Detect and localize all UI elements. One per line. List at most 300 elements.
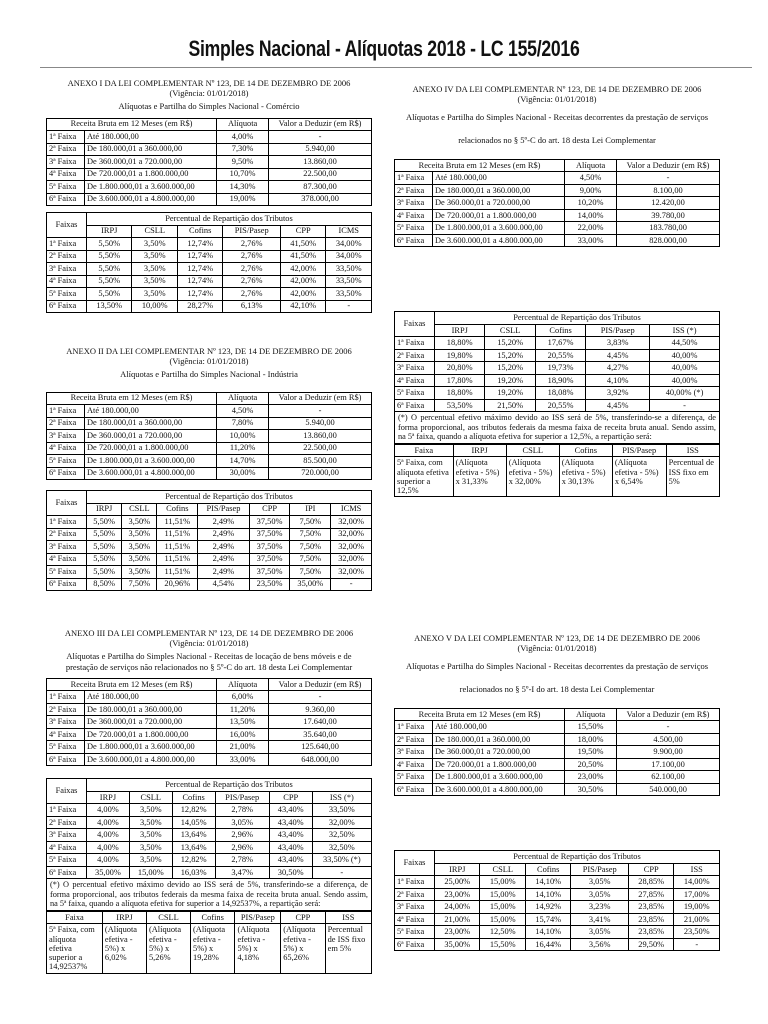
fifth-band-row: [47, 924, 372, 973]
vigencia-label: (Vigência: 01/01/2018): [169, 638, 249, 649]
fifth-band-header: Faixa: [395, 444, 454, 457]
rates-cell: 4.500,00: [617, 733, 720, 746]
rates-cell: Até 180.000,00: [85, 131, 217, 144]
split-cell: 32,50%: [312, 829, 371, 842]
split-cell: 12,82%: [172, 854, 215, 867]
split-cell: 23,50%: [249, 578, 290, 591]
split-header: Cofins: [525, 863, 570, 876]
split-cell: 3,50%: [132, 275, 177, 288]
rates-cell: 7,80%: [217, 417, 269, 430]
rates-cell: -: [269, 131, 372, 144]
rates-row: [395, 758, 720, 771]
split-cell: 5ª Faixa: [47, 854, 87, 867]
split-cell: 3,41%: [571, 913, 629, 926]
split-row: [395, 337, 720, 350]
rates-cell: 1ª Faixa: [395, 172, 433, 185]
split-cell: 15,00%: [480, 888, 525, 901]
rates-cell: De 1.800.000,01 a 3.600.000,00: [433, 222, 565, 235]
rates-cell: De 180.000,01 a 360.000,00: [85, 143, 217, 156]
fifth-band-cell: (Alíquota efetiva - 5%) x 65,26%: [281, 924, 325, 973]
split-cell: 11,51%: [157, 553, 198, 566]
anexo-subtitle-2: relacionados no § 5º-I do art. 18 desta Lei Complementar: [459, 683, 655, 694]
split-cell: -: [674, 938, 720, 951]
split-header: CSLL: [122, 503, 157, 516]
split-cell: 12,74%: [177, 263, 222, 276]
split-cell: 3,50%: [129, 854, 172, 867]
split-cell: 18,90%: [535, 374, 585, 387]
rates-header-receita: Receita Bruta em 12 Meses (em R$): [47, 678, 217, 691]
split-cell: 35,00%: [87, 866, 130, 879]
rates-cell: 1ª Faixa: [395, 721, 433, 734]
anexo-subtitle-2: relacionados no § 5º-C do art. 18 desta Lei Complementar: [458, 134, 656, 145]
rates-cell: De 3.600.000,01 a 4.800.000,00: [433, 783, 565, 796]
split-cell: 23,85%: [628, 901, 673, 914]
split-header: CSLL: [480, 863, 525, 876]
rates-row: [47, 156, 372, 169]
split-table: [46, 212, 372, 313]
fifth-band-header: CPP: [281, 911, 325, 924]
rates-cell: 125.640,00: [269, 741, 372, 754]
split-cell: 18,80%: [435, 387, 485, 400]
fifth-band-cell: 5ª Faixa, com alíquota efetiva superior a 14,92537%: [47, 924, 103, 973]
split-cell: 5,50%: [87, 263, 132, 276]
rates-table: [394, 159, 720, 248]
split-cell: 3,47%: [215, 866, 269, 879]
split-cell: 4ª Faixa: [395, 374, 435, 387]
split-header: CSLL: [129, 791, 172, 804]
split-cell: -: [650, 399, 720, 412]
split-row: [395, 876, 720, 889]
rates-row: [47, 193, 372, 206]
rates-cell: 17.640,00: [269, 716, 372, 729]
anexo-subtitle: Alíquotas e Partilha do Simples Nacional - Indústria: [120, 369, 298, 380]
split-cell: 32,00%: [331, 541, 372, 554]
split-header-faixas: Faixas: [47, 491, 87, 516]
split-cell: 2,96%: [215, 829, 269, 842]
rates-cell: 4,50%: [217, 405, 269, 418]
rates-header-receita: Receita Bruta em 12 Meses (em R$): [395, 159, 565, 172]
rates-cell: 9.360,00: [269, 703, 372, 716]
split-cell: 15,00%: [129, 866, 172, 879]
split-cell: 23,50%: [674, 926, 720, 939]
split-header: PIS/Pasep: [215, 791, 269, 804]
split-cell: 7,50%: [290, 541, 331, 554]
split-row: [47, 238, 372, 251]
split-cell: 19,73%: [535, 362, 585, 375]
split-cell: 15,20%: [485, 349, 535, 362]
split-cell: 1ª Faixa: [47, 516, 87, 529]
split-cell: 6,13%: [223, 300, 281, 313]
split-cell: 21,00%: [674, 913, 720, 926]
split-group-header: Percentual de Repartição dos Tributos: [87, 213, 372, 226]
split-row: [47, 275, 372, 288]
split-cell: 13,64%: [172, 841, 215, 854]
split-header: ICMS: [331, 503, 372, 516]
split-cell: 10,00%: [132, 300, 177, 313]
split-cell: 14,00%: [674, 876, 720, 889]
rates-cell: 6ª Faixa: [47, 467, 85, 480]
split-cell: 16,44%: [525, 938, 570, 951]
rates-header-receita: Receita Bruta em 12 Meses (em R$): [47, 118, 217, 131]
rates-table: [46, 392, 372, 481]
split-cell: 7,50%: [290, 516, 331, 529]
split-cell: 3,05%: [215, 816, 269, 829]
anexo-v-section: [394, 633, 720, 951]
split-cell: 20,55%: [535, 399, 585, 412]
rates-cell: 19,50%: [565, 746, 617, 759]
rates-cell: De 720.000,01 a 1.800.000,00: [85, 728, 217, 741]
rates-cell: De 1.800.000,01 a 3.600.000,00: [85, 741, 217, 754]
rates-header-deduzir: Valor a Deduzir (em R$): [269, 678, 372, 691]
rates-cell: 3ª Faixa: [395, 746, 433, 759]
split-group-header: Percentual de Repartição dos Tributos: [87, 491, 372, 504]
split-cell: 17,67%: [535, 337, 585, 350]
split-header: IRPJ: [87, 503, 122, 516]
rates-cell: 183.780,00: [617, 222, 720, 235]
split-cell: 2,49%: [198, 553, 250, 566]
rates-cell: 2ª Faixa: [395, 733, 433, 746]
split-table: [46, 778, 372, 879]
split-row: [395, 926, 720, 939]
rates-header-deduzir: Valor a Deduzir (em R$): [269, 118, 372, 131]
split-cell: 5ª Faixa: [47, 288, 87, 301]
rates-row: [47, 703, 372, 716]
split-cell: 15,00%: [480, 913, 525, 926]
split-row: [47, 528, 372, 541]
split-cell: 15,00%: [480, 901, 525, 914]
fifth-band-header: CSLL: [506, 444, 559, 457]
rates-row: [395, 721, 720, 734]
split-cell: 2ª Faixa: [395, 888, 435, 901]
rates-cell: 9,00%: [565, 184, 617, 197]
vigencia-label: (Vigência: 01/01/2018): [517, 643, 597, 654]
split-cell: 4,00%: [87, 854, 130, 867]
split-cell: 40,00%: [650, 374, 720, 387]
rates-cell: 6,00%: [217, 691, 269, 704]
rates-cell: De 1.800.000,01 a 3.600.000,00: [433, 771, 565, 784]
rates-header-receita: Receita Bruta em 12 Meses (em R$): [395, 708, 565, 721]
split-cell: 4ª Faixa: [47, 553, 87, 566]
split-table: [394, 850, 720, 951]
split-cell: 5ª Faixa: [47, 566, 87, 579]
split-cell: 3ª Faixa: [395, 362, 435, 375]
split-header-faixas: Faixas: [47, 779, 87, 804]
split-cell: 7,50%: [290, 566, 331, 579]
rates-cell: 87.300,00: [269, 181, 372, 194]
split-cell: 6ª Faixa: [395, 399, 435, 412]
split-row: [47, 553, 372, 566]
split-cell: 32,00%: [312, 816, 371, 829]
split-header: IRPJ: [87, 225, 132, 238]
split-cell: 19,20%: [485, 374, 535, 387]
split-cell: 3ª Faixa: [47, 829, 87, 842]
anexo-ii-section: [46, 346, 372, 591]
split-row: [47, 829, 372, 842]
split-header: PIS/Pasep: [223, 225, 281, 238]
split-header: ICMS: [326, 225, 372, 238]
rates-row: [47, 181, 372, 194]
rates-cell: De 3.600.000,01 a 4.800.000,00: [85, 467, 217, 480]
rates-cell: -: [269, 691, 372, 704]
split-group-header: Percentual de Repartição dos Tributos: [87, 779, 372, 792]
fifth-band-row: [395, 457, 720, 497]
split-cell: 41,50%: [280, 238, 325, 251]
rates-cell: 4ª Faixa: [47, 728, 85, 741]
rates-header-receita: Receita Bruta em 12 Meses (em R$): [47, 392, 217, 405]
rates-cell: 17.100,00: [617, 758, 720, 771]
rates-row: [47, 691, 372, 704]
anexo-heading: ANEXO V DA LEI COMPLEMENTAR Nº 123, DE 14 DE DEZEMBRO DE 2006: [414, 633, 700, 643]
rates-cell: 30,50%: [565, 783, 617, 796]
split-cell: 34,00%: [326, 238, 372, 251]
split-row: [47, 578, 372, 591]
split-cell: 6ª Faixa: [395, 938, 435, 951]
split-cell: 13,50%: [87, 300, 132, 313]
split-cell: 11,51%: [157, 528, 198, 541]
split-cell: 30,50%: [269, 866, 312, 879]
rates-header-aliquota: Alíquota: [217, 392, 269, 405]
rates-cell: 648.000,00: [269, 753, 372, 766]
split-row: [47, 300, 372, 313]
fifth-band-cell: (Alíquota efetiva - 5%) x 6,02%: [102, 924, 146, 973]
rates-row: [395, 783, 720, 796]
split-cell: 14,05%: [172, 816, 215, 829]
rates-cell: 6ª Faixa: [395, 234, 433, 247]
fifth-band-header: Cofins: [191, 911, 235, 924]
split-cell: 53,50%: [435, 399, 485, 412]
rates-cell: De 1.800.000,01 a 3.600.000,00: [85, 455, 217, 468]
split-cell: 43,40%: [269, 829, 312, 842]
split-cell: 3,50%: [132, 250, 177, 263]
split-cell: 3,50%: [132, 238, 177, 251]
rates-row: [395, 184, 720, 197]
split-cell: 2,76%: [223, 263, 281, 276]
split-cell: 5,50%: [87, 516, 122, 529]
split-cell: 3,50%: [122, 541, 157, 554]
split-row: [47, 841, 372, 854]
fifth-band-table: [46, 911, 372, 974]
rates-cell: 4ª Faixa: [395, 758, 433, 771]
page-title: Simples Nacional - Alíquotas 2018 - LC 155/2016: [188, 36, 580, 61]
split-cell: 2,49%: [198, 541, 250, 554]
split-header-faixas: Faixas: [47, 213, 87, 238]
anexo-i-section: [46, 78, 372, 313]
split-row: [47, 816, 372, 829]
rates-row: [47, 741, 372, 754]
fifth-band-cell: (Alíquota efetiva - 5%) x 6,54%: [612, 457, 666, 497]
split-cell: 12,74%: [177, 250, 222, 263]
rates-cell: 19,00%: [217, 193, 269, 206]
vigencia-label: (Vigência: 01/01/2018): [169, 88, 249, 99]
split-header-faixas: Faixas: [395, 851, 435, 876]
rates-cell: 30,00%: [217, 467, 269, 480]
rates-cell: 5.940,00: [269, 143, 372, 156]
footnote: (*) O percentual efetivo máximo devido ao ISS será de 5%, transferindo-se a diferença, de forma proporcional, aos tributos federais da mesma faixa de receita bruta anual. Sendo assim, na 5ª faixa, quando a alíquota efetiva for superior a 14,92537%, a repartição será:: [46, 879, 372, 911]
rates-row: [47, 131, 372, 144]
fifth-band-header: IRPJ: [453, 444, 506, 457]
split-cell: 5,50%: [87, 541, 122, 554]
rates-cell: De 180.000,01 a 360.000,00: [85, 417, 217, 430]
split-table: [46, 490, 372, 591]
split-header: PIS/Pasep: [198, 503, 250, 516]
rates-cell: 3ª Faixa: [47, 430, 85, 443]
rates-header-aliquota: Alíquota: [565, 708, 617, 721]
split-cell: 19,00%: [674, 901, 720, 914]
fifth-band-cell: Percentual de ISS fixo em 5%: [666, 457, 719, 497]
rates-cell: 4ª Faixa: [395, 209, 433, 222]
rates-cell: 13.860,00: [269, 430, 372, 443]
rates-cell: 39.780,00: [617, 209, 720, 222]
rates-cell: 540.000,00: [617, 783, 720, 796]
rates-cell: 85.500,00: [269, 455, 372, 468]
rates-cell: 5ª Faixa: [47, 181, 85, 194]
split-cell: 4,00%: [87, 841, 130, 854]
rates-row: [395, 222, 720, 235]
split-cell: 35,00%: [290, 578, 331, 591]
fifth-band-header: PIS/Pasep: [612, 444, 666, 457]
split-cell: 5,50%: [87, 238, 132, 251]
rates-cell: 3ª Faixa: [47, 156, 85, 169]
rates-cell: De 360.000,01 a 720.000,00: [85, 430, 217, 443]
fifth-band-header: ISS: [325, 911, 371, 924]
split-cell: 11,51%: [157, 541, 198, 554]
split-cell: 12,74%: [177, 288, 222, 301]
split-cell: 3,92%: [586, 387, 650, 400]
split-cell: 12,74%: [177, 238, 222, 251]
split-cell: 19,80%: [435, 349, 485, 362]
rates-cell: 720.000,00: [269, 467, 372, 480]
split-row: [395, 938, 720, 951]
vigencia-label: (Vigência: 01/01/2018): [517, 94, 597, 105]
split-cell: 2ª Faixa: [395, 349, 435, 362]
split-cell: 33,50%: [326, 275, 372, 288]
split-cell: 2ª Faixa: [47, 528, 87, 541]
split-cell: 2,76%: [223, 275, 281, 288]
rates-cell: 14,30%: [217, 181, 269, 194]
fifth-band-cell: Percentual de ISS fixo em 5%: [325, 924, 371, 973]
rates-cell: 23,00%: [565, 771, 617, 784]
split-cell: 5,50%: [87, 288, 132, 301]
split-header: Cofins: [535, 324, 585, 337]
split-group-header: Percentual de Repartição dos Tributos: [435, 851, 720, 864]
rates-cell: 21,00%: [217, 741, 269, 754]
split-row: [47, 541, 372, 554]
split-cell: 4,00%: [87, 816, 130, 829]
rates-cell: 828.000,00: [617, 234, 720, 247]
fifth-band-table: [394, 444, 720, 497]
split-cell: 5,50%: [87, 553, 122, 566]
rates-cell: 9,50%: [217, 156, 269, 169]
split-cell: 3ª Faixa: [395, 901, 435, 914]
split-cell: 37,50%: [249, 541, 290, 554]
rates-row: [47, 467, 372, 480]
split-cell: 37,50%: [249, 553, 290, 566]
fifth-band-header: Cofins: [559, 444, 612, 457]
split-cell: 14,10%: [525, 888, 570, 901]
split-cell: 37,50%: [249, 516, 290, 529]
split-cell: 3,50%: [129, 816, 172, 829]
split-cell: 11,51%: [157, 566, 198, 579]
split-cell: 7,50%: [290, 528, 331, 541]
split-cell: 2,78%: [215, 804, 269, 817]
split-cell: 14,10%: [525, 876, 570, 889]
rates-cell: 378.000,00: [269, 193, 372, 206]
rates-cell: 12.420,00: [617, 197, 720, 210]
rates-cell: 35.640,00: [269, 728, 372, 741]
split-cell: 7,50%: [122, 578, 157, 591]
rates-cell: 2ª Faixa: [47, 417, 85, 430]
split-cell: 43,40%: [269, 816, 312, 829]
split-cell: 19,20%: [485, 387, 535, 400]
rates-row: [47, 430, 372, 443]
fifth-band-header: CSLL: [146, 911, 190, 924]
rates-cell: 13,50%: [217, 716, 269, 729]
fifth-band-header: PIS/Pasep: [235, 911, 281, 924]
split-cell: 23,00%: [435, 926, 480, 939]
rates-cell: De 720.000,01 a 1.800.000,00: [85, 442, 217, 455]
rates-row: [395, 209, 720, 222]
split-row: [47, 250, 372, 263]
rates-cell: De 720.000,01 a 1.800.000,00: [433, 209, 565, 222]
split-cell: 42,00%: [280, 263, 325, 276]
split-header: IPI: [290, 503, 331, 516]
fifth-band-cell: (Alíquota efetiva - 5%) x 30,13%: [559, 457, 612, 497]
rates-cell: 20,50%: [565, 758, 617, 771]
split-header: PIS/Pasep: [571, 863, 629, 876]
rates-cell: -: [269, 405, 372, 418]
split-cell: 7,50%: [290, 553, 331, 566]
rates-cell: 33,00%: [217, 753, 269, 766]
fifth-band-cell: 5ª Faixa, com alíquota efetiva superior a 12,5%: [395, 457, 454, 497]
split-cell: 43,40%: [269, 804, 312, 817]
split-cell: 3,05%: [571, 926, 629, 939]
rates-table: [394, 708, 720, 797]
rates-cell: 4,00%: [217, 131, 269, 144]
split-header: CSLL: [132, 225, 177, 238]
split-group-header: Percentual de Repartição dos Tributos: [435, 312, 720, 325]
split-cell: 2,49%: [198, 516, 250, 529]
split-row: [47, 854, 372, 867]
anexo-subtitle: Alíquotas e Partilha do Simples Nacional - Receitas decorrentes da prestação de serviços: [405, 661, 709, 672]
split-row: [47, 566, 372, 579]
split-cell: 32,00%: [331, 528, 372, 541]
rates-cell: 11,20%: [217, 703, 269, 716]
split-table: [394, 311, 720, 412]
split-cell: 42,00%: [280, 275, 325, 288]
rates-row: [395, 197, 720, 210]
split-row: [395, 374, 720, 387]
rates-cell: 2ª Faixa: [47, 703, 85, 716]
rates-cell: De 360.000,01 a 720.000,00: [433, 746, 565, 759]
split-cell: 17,00%: [674, 888, 720, 901]
fifth-band-header: IRPJ: [102, 911, 146, 924]
split-cell: 5ª Faixa: [395, 387, 435, 400]
anexo-subtitle: Alíquotas e Partilha do Simples Nacional - Receitas decorrentes da prestação de serviços: [405, 112, 709, 123]
split-row: [47, 804, 372, 817]
split-cell: -: [312, 866, 371, 879]
rates-cell: Até 180.000,00: [433, 172, 565, 185]
split-row: [47, 516, 372, 529]
split-cell: 4,45%: [586, 399, 650, 412]
rates-cell: 2ª Faixa: [47, 143, 85, 156]
split-cell: 3,50%: [129, 804, 172, 817]
split-cell: 20,80%: [435, 362, 485, 375]
footnote: (*) O percentual efetivo máximo devido ao ISS será de 5%, transferindo-se a diferença, de forma proporcional, aos tributos federais da mesma faixa de receita bruta anual. Sendo assim, na 5ª faixa, quando a alíquota efetiva for superior a 12,5%, a repartição será:: [394, 412, 720, 444]
rates-cell: 15,50%: [565, 721, 617, 734]
rates-cell: De 3.600.000,01 a 4.800.000,00: [85, 753, 217, 766]
split-cell: 20,96%: [157, 578, 198, 591]
rates-row: [395, 771, 720, 784]
